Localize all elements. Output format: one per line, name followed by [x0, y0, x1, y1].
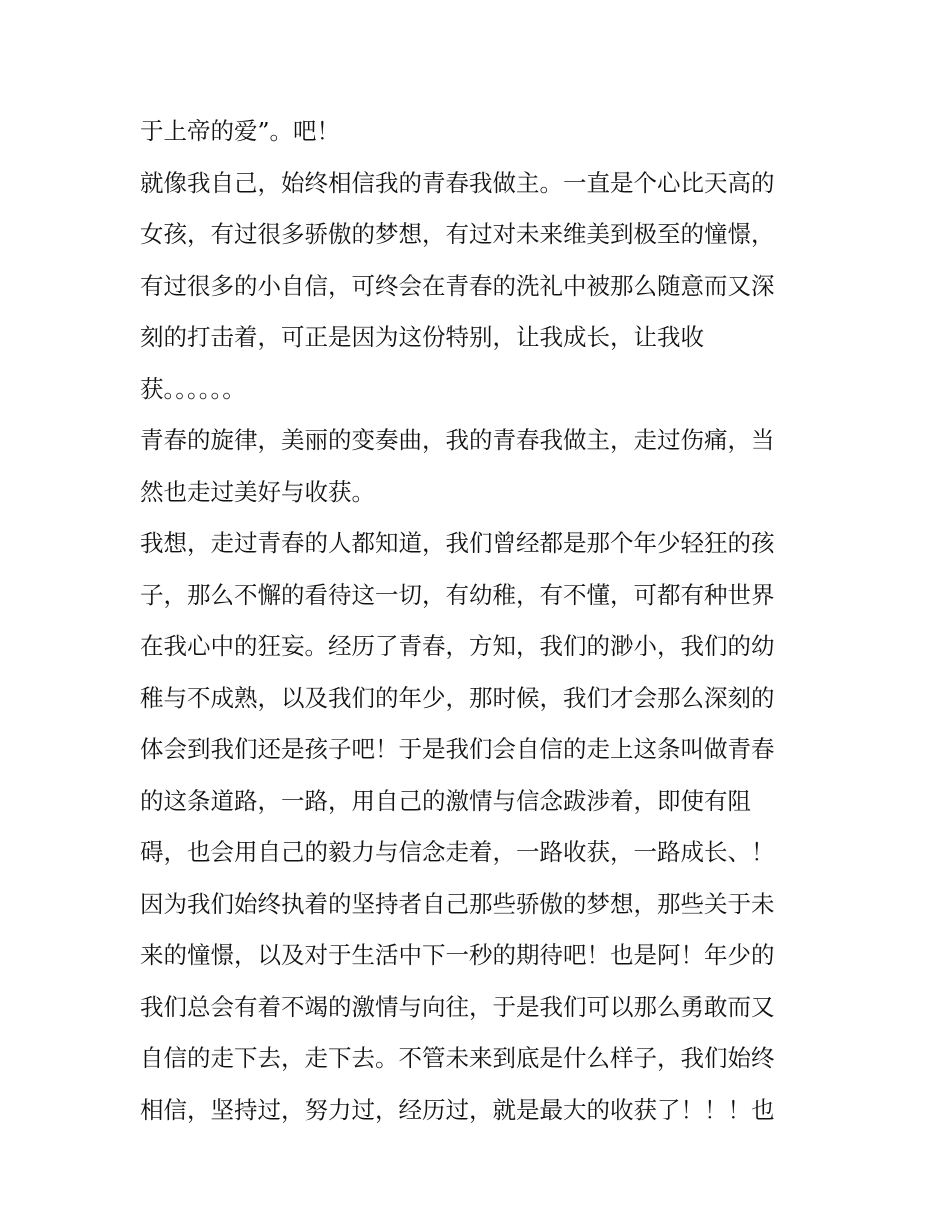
text-line: 的这条道路，一路，用自己的激情与信念跋涉着，即使有阻: [140, 786, 751, 815]
text-line: 女孩，有过很多骄傲的梦想，有过对未来维美到极至的憧憬，: [140, 220, 775, 248]
text-line: 就像我自己，始终相信我的青春我做主。一直是个心比天高的: [140, 168, 775, 197]
text-line: 来的憧憬，以及对于生活中下一秒的期待吧！也是阿！年少的: [140, 941, 775, 969]
text-line: 于上帝的爱”。吧！: [140, 117, 341, 145]
body-text: [140, 106, 820, 1136]
text-line: 然也走过美好与收获。: [140, 477, 375, 506]
text-line: 刻的打击着，可正是因为这份特别，让我成长，让我收: [140, 323, 704, 351]
text-line: 获。。。。。。: [140, 374, 246, 403]
text-line: 自信的走下去，走下去。不管未来到底是什么样子，我们始终: [140, 1044, 775, 1072]
text-line: 因为我们始终执着的坚持者自己那些骄傲的梦想，那些关于未: [140, 889, 775, 918]
text-line: 青春的旋律，美丽的变奏曲，我的青春我做主，走过伤痛，当: [140, 426, 775, 454]
text-line: 子，那么不懈的看待这一切，有幼稚，有不懂，可都有种世界: [140, 580, 775, 609]
text-line: 体会到我们还是孩子吧！于是我们会自信的走上这条叫做青春: [140, 735, 775, 763]
text-line: 碍，也会用自己的毅力与信念走着，一路收获，一路成长、！: [140, 838, 775, 866]
text-line: 稚与不成熟，以及我们的年少，那时候，我们才会那么深刻的: [140, 683, 775, 712]
text-line: 在我心中的狂妄。经历了青春，方知，我们的渺小，我们的幼: [140, 632, 775, 660]
text-line: 我想，走过青春的人都知道，我们曾经都是那个年少轻狂的孩: [140, 529, 775, 557]
text-line: 我们总会有着不竭的激情与向往，于是我们可以那么勇敢而又: [140, 992, 775, 1021]
text-line: 有过很多的小自信，可终会在青春的洗礼中被那么随意而又深: [140, 271, 775, 300]
text-line: 相信，坚持过，努力过，经历过，就是最大的收获了！！！也: [140, 1095, 775, 1124]
